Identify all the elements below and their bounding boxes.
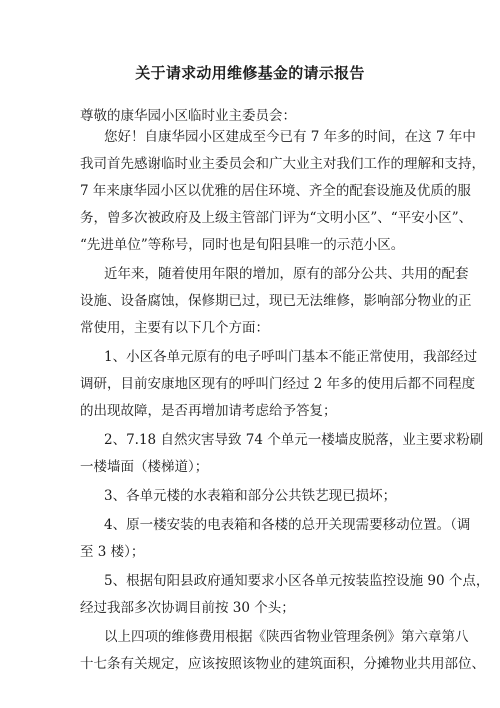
item-1-line-1: 1、小区各单元原有的电子呼叫门基本不能正常使用，我部经过 <box>104 349 478 365</box>
salutation: 尊敬的康华园小区临时业主委员会： <box>80 108 296 124</box>
paragraph-1-line-4: 务，曾多次被政府及上级主管部门评为“文明小区”、“平安小区”、 <box>80 210 473 226</box>
paragraph-1-line-5: “先进单位”等称号，同时也是旬阳县唯一的示范小区。 <box>80 237 405 253</box>
item-5-line-2: 经过我部多次协调目前按 30 个头； <box>80 600 295 616</box>
item-2-line-2: 一楼墙面（楼梯道）； <box>80 459 209 475</box>
paragraph-2-line-3: 常使用，主要有以下几个方面： <box>80 320 269 336</box>
paragraph-1-line-3: 7 年来康华园小区以优雅的居住环境、齐全的配套设施及优质的服 <box>80 183 471 199</box>
closing-paragraph-line-1: 以上四项的维修费用根据《陕西省物业管理条例》第六章第八 <box>104 629 469 645</box>
document-title: 关于请求动用维修基金的请示报告 <box>135 64 365 82</box>
paragraph-1-line-2: 我司首先感谢临时业主委员会和广大业主对我们工作的理解和支持， <box>80 156 485 172</box>
item-1-line-3: 的出现故障，是否再增加请考虑给予答复； <box>80 403 337 419</box>
closing-paragraph-line-2: 十七条有关规定，应该按照该物业的建筑面积，分摊物业共用部位、 <box>80 656 485 672</box>
paragraph-2-line-1: 近年来，随着使用年限的增加，原有的部分公共、共用的配套 <box>104 266 469 282</box>
item-3-line-1: 3、各单元楼的水表箱和部分公共铁艺现已损坏； <box>104 488 397 504</box>
item-4-line-2: 至 3 楼）； <box>80 544 145 560</box>
paragraph-2-line-2: 设施、设备腐蚀，保修期已过，现已无法维修，影响部分物业的正 <box>80 293 472 309</box>
item-5-line-1: 5、根据旬阳县政府通知要求小区各单元按装监控设施 90 个点， <box>104 573 490 589</box>
item-1-line-2: 调研，目前安康地区现有的呼叫门经过 2 年多的使用后都不同程度 <box>80 376 476 392</box>
paragraph-1-line-1: 您好！自康华园小区建成至今已有 7 年多的时间，在这 7 年中 <box>104 129 476 145</box>
item-4-line-1: 4、原一楼安装的电表箱和各楼的总开关现需要移动位置。（调 <box>104 517 471 533</box>
item-2-line-1: 2、7.18 自然灾害导致 74 个单元一楼墙皮脱落，业主要求粉刷 <box>104 432 484 448</box>
